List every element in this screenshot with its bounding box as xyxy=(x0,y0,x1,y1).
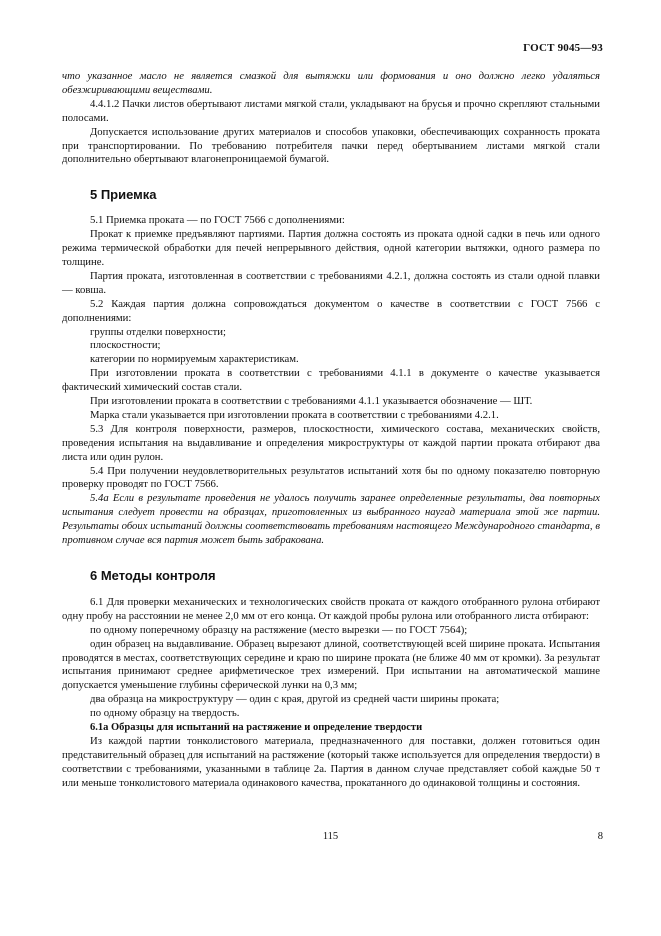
section-5-heading: 5 Приемка xyxy=(90,187,157,203)
paragraph-5-4: 5.4 При получении неудовлетворительных результатов испытаний хотя бы по одному показателю повторную проверку проводят по ГОСТ 7566. xyxy=(62,464,600,491)
list-item-extrusion-sample: один образец на выдавливание. Образец вырезают длиной, соответствующей всей ширине проката. Испытания проводятся в местах, соответствующих середине и краю по ширине проката (не ближе 40 мм от кромки). За результат испытания принимают среднее арифметическое трех измерений. При испытании на автоматической машине допускается уменьшение глубины сферической лунки на 0,3 мм; xyxy=(62,637,600,692)
document-body xyxy=(62,70,600,791)
paragraph-4-4-1-2: 4.4.1.2 Пачки листов обертывают листами мягкой стали, укладывают на брусья и прочно скрепляют стальными полосами. xyxy=(62,97,600,124)
paragraph-5-2-chemical: При изготовлении проката в соответствии с требованиями 4.1.1 в документе о качестве указывается фактический химический состав стали. xyxy=(62,367,600,394)
list-item-hardness-sample: по одному образцу на твердость. xyxy=(90,707,240,720)
paragraph-packaging-alternatives: Допускается использование других материалов и способов упаковки, обеспечивающих сохранность проката при транспортировании. По требованию потребителя пачки перед обертыванием листами мягкой стали дополнительно обертывают влагонепроницаемой бумагой. xyxy=(62,125,600,166)
section-6-heading: 6 Методы контроля xyxy=(90,568,216,583)
document-header-id: ГОСТ 9045—93 xyxy=(523,42,603,54)
paragraph-continuation: что указанное масло не является смазкой для вытяжки или формования и оно должно легко удаляться обезжиривающими веществами. xyxy=(62,70,600,96)
paragraph-5-1: 5.1 Приемка проката — по ГОСТ 7566 с дополнениями: xyxy=(90,214,345,227)
paragraph-5-2-grade: Марка стали указывается при изготовлении проката в соответствии с требованиями 4.2.1. xyxy=(90,408,499,421)
page-number: 115 xyxy=(322,831,339,842)
sheet-number: 8 xyxy=(597,831,603,842)
list-item-flatness: плоскостности; xyxy=(90,339,161,352)
paragraph-6-1: 6.1 Для проверки механических и технологических свойств проката от каждого отобранного рулона отбирают одну пробу на расстоянии не менее 2,0 мм от его конца. От каждой пробы рулона или отобранного листа отбирают: xyxy=(62,595,600,622)
paragraph-5-1-batches: Прокат к приемке предъявляют партиями. Партия должна состоять из проката одной садки в печь или одного режима термической обработки для печей непрерывного действия, одной категории вытяжки, одного размера по толщине. xyxy=(62,228,600,268)
paragraph-5-1-heat: Партия проката, изготовленная в соответствии с требованиями 4.2.1, должна состоять из стали одной плавки — ковша. xyxy=(62,269,600,296)
paragraph-5-2: 5.2 Каждая партия должна сопровождаться документом о качестве в соответствии с ГОСТ 7566 с дополнениями: xyxy=(62,297,600,324)
paragraph-5-4a: 5.4а Если в результате проведения не удалось получить заранее определенные результаты, два повторных испытания следует провести на образцах, приготовленных из выбранного наугад материала этой же партии. Результаты обоих испытаний должны соответствовать требованиям настоящего Международного стандарта, в противном случае вся партия может быть забракована. xyxy=(62,492,600,547)
paragraph-6-1a: Из каждой партии тонколистового материала, предназначенного для поставки, должен готовиться один представительный образец для испытаний на растяжение (который также используется для определения твердости) в соответствии с требованиями, указанными в таблице 2а. Партия в данном случае представляет собой каждые 50 т или меньше тонколистового материала одинакового качества, прокатанного до одинаковой толщины и состояния. xyxy=(62,734,600,789)
list-item-tensile-sample: по одному поперечному образцу на растяжение (место вырезки — по ГОСТ 7564); xyxy=(90,623,468,636)
list-item-microstructure-samples: два образца на микроструктуру — один с края, другой из средней части ширины проката; xyxy=(90,693,500,706)
paragraph-5-2-designation: При изготовлении проката в соответствии с требованиями 4.1.1 указывается обозначение — ШТ. xyxy=(90,395,533,408)
subsection-6-1a-heading: 6.1а Образцы для испытаний на растяжение и определение твердости xyxy=(90,722,423,734)
list-item-categories: категории по нормируемым характеристикам. xyxy=(90,353,299,366)
list-item-surface-groups: группы отделки поверхности; xyxy=(90,325,226,338)
paragraph-5-3: 5.3 Для контроля поверхности, размеров, плоскостности, химического состава, механических свойств, проведения испытания на выдавливание и определения микроструктуры от каждой партии проката отбирают два листа или один рулон. xyxy=(62,422,600,463)
